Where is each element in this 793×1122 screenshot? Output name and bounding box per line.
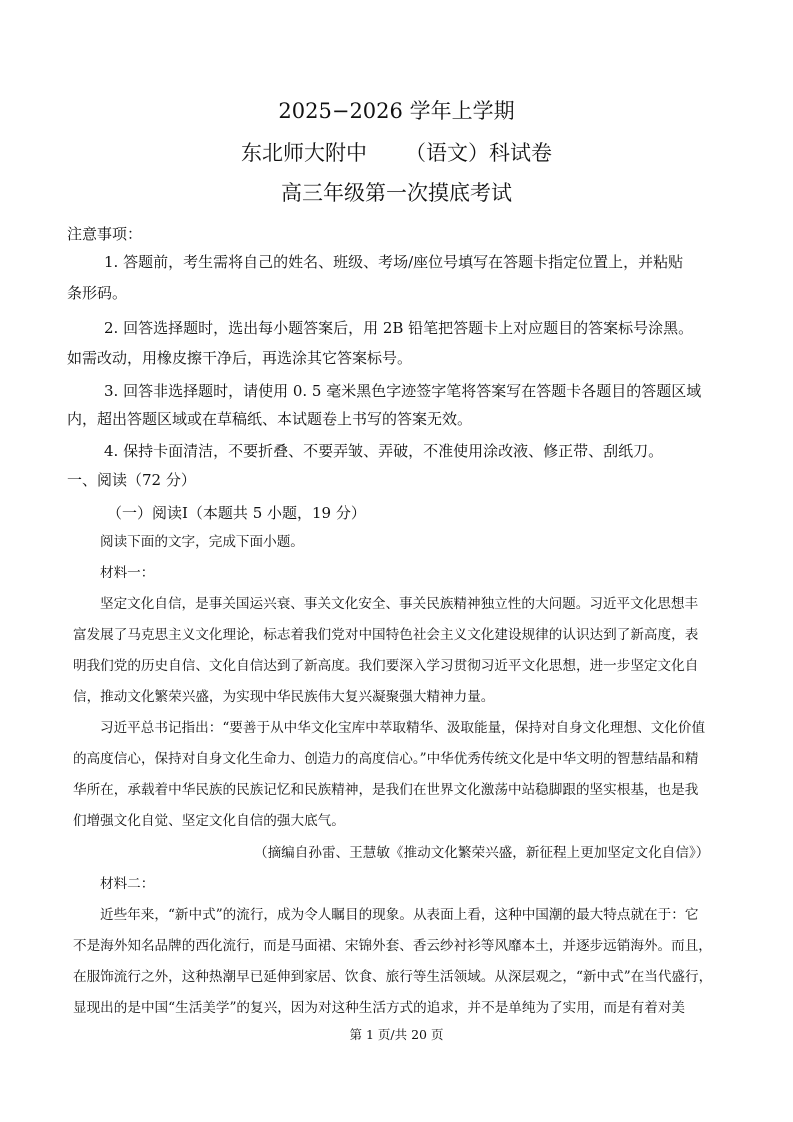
material-two-line: 在服饰流行之外，这种热潮早已延伸到家居、饮食、旅行等生活领域。从深层观之，“新中式”在当代盛行， — [73, 969, 713, 985]
material-one-label: 材料一： — [100, 565, 155, 581]
notice-line: 条形码。 — [67, 284, 128, 302]
subject-name: （语文）科试卷 — [405, 141, 552, 165]
notice-line: 2. 回答选择题时，选出每小题答案后，用 2B 铅笔把答题卡上对应题目的答案标号涂黑。 — [104, 319, 694, 337]
material-two-line: 不是海外知名品牌的西化流行，而是马面裙、宋锦外套、香云纱衬衫等风靡本土，并逐步远销海外。而且， — [73, 938, 712, 954]
section-subtitle: （一）阅读Ⅰ（本题共 5 小题，19 分） — [107, 504, 366, 522]
material-one-line: 信，推动文化繁荣兴盛，为实现中华民族伟大复兴凝聚强大精神力量。 — [73, 689, 495, 705]
material-one-line: 坚定文化自信，是事关国运兴衰、事关文化安全、事关民族精神独立性的大问题。习近平文化思想丰 — [100, 596, 699, 612]
material-two-label: 材料二： — [100, 876, 155, 892]
material-one-source: （摘编自孙雷、王慧敏《推动文化繁荣兴盛，新征程上更加坚定文化自信》） — [254, 845, 710, 861]
material-one-line: 们增强文化自觉、坚定文化自信的强大底气。 — [73, 813, 345, 829]
term-title: 2025−2026 学年上学期 — [278, 99, 515, 123]
material-one-line: 富发展了马克思主义文化理论，标志着我们党对中国特色社会主义文化建设规律的认识达到了新高度，表 — [73, 627, 699, 643]
exam-title: 高三年级第一次摸底考试 — [281, 181, 512, 205]
notice-heading: 注意事项： — [67, 225, 143, 243]
material-one-line: 的高度信心，保持对自身文化生命力、创造力的高度信心。”中华优秀传统文化是中华文明的智慧结晶和精 — [73, 751, 699, 767]
page-number: 第 1 页/共 20 页 — [349, 1027, 444, 1042]
notice-line: 3. 回答非选择题时，请使用 0. 5 毫米黑色字迹签字笔将答案写在答题卡各题目的答题区域 — [104, 382, 702, 400]
section-instruction: 阅读下面的文字，完成下面小题。 — [100, 534, 304, 550]
material-one-line: 习近平总书记指出：“要善于从中华文化宝库中萃取精华、汲取能量，保持对自身文化理想、文化价值 — [100, 720, 706, 736]
material-one-line: 明我们党的历史自信、文化自信达到了新高度。我们要深入学习贯彻习近平文化思想，进一步坚定文化自 — [73, 658, 699, 674]
school-name: 东北师大附中 — [241, 141, 367, 165]
material-two-line: 近些年来，“新中式”的流行，成为令人瞩目的现象。从表面上看，这种中国潮的最大特点就在于：它 — [100, 907, 699, 923]
notice-line: 如需改动，用橡皮擦干净后，再选涂其它答案标号。 — [67, 349, 413, 367]
notice-line: 4. 保持卡面清洁，不要折叠、不要弄皱、弄破，不准使用涂改液、修正带、刮纸刀。 — [104, 442, 664, 460]
material-one-line: 华所在，承载着中华民族的民族记忆和民族精神，是我们在世界文化激荡中站稳脚跟的坚实根基，也是我 — [73, 782, 699, 798]
section-title: 一、阅读（72 分） — [67, 471, 196, 489]
notice-line: 内，超出答题区域或在草稿纸、本试题卷上书写的答案无效。 — [67, 410, 473, 428]
material-two-line: 显现出的是中国“生活美学”的复兴，因为对这种生活方式的追求，并不是单纯为了实用，而是有着对美 — [73, 1000, 686, 1016]
notice-line: 1. 答题前，考生需将自己的姓名、班级、考场/座位号填写在答题卡指定位置上，并粘贴 — [104, 253, 684, 271]
school-subject-title — [0, 140, 793, 166]
